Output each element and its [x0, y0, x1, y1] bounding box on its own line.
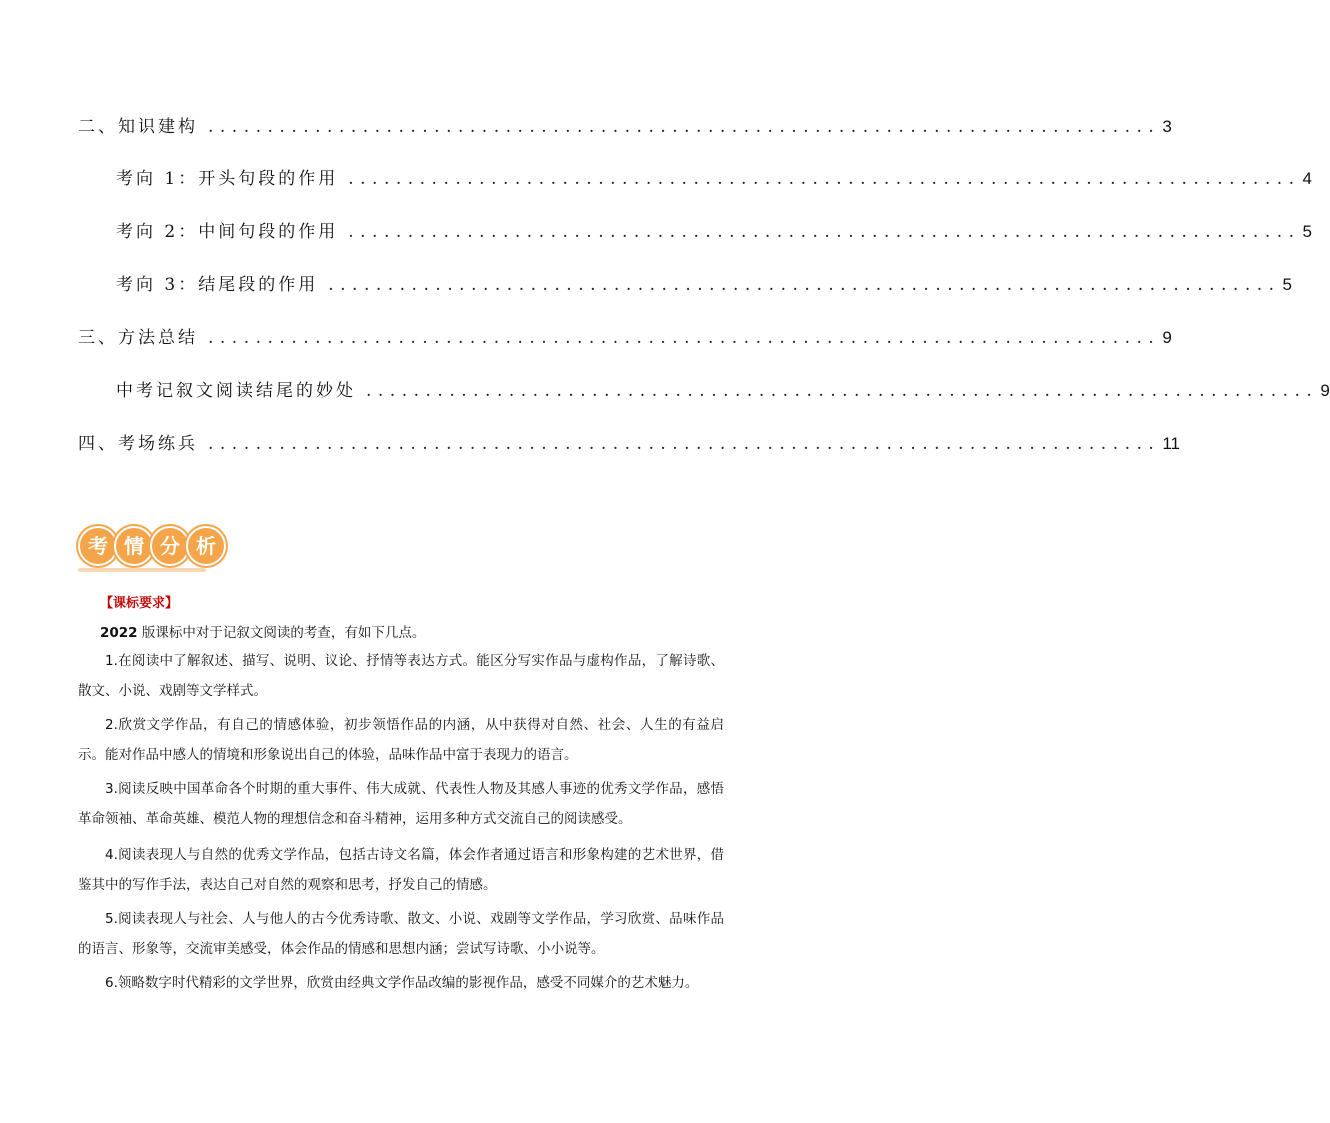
toc-page-number: 5 — [1282, 275, 1293, 294]
toc-leader: ................................................................................ — [348, 169, 1301, 189]
intro-text — [100, 621, 425, 641]
requirement-item: 1.在阅读中了解叙述、描写、说明、议论、抒情等表达方式。能区分写实作品与虚构作品，了解诗歌、散文、小说、戏剧等文学样式。 — [78, 653, 724, 699]
toc-entry[interactable] — [116, 376, 1330, 401]
requirement-item: 4.阅读表现人与自然的优秀文学作品，包括古诗文名篇，体会作者通过语言和形象构建的艺术世界，借鉴其中的写作手法，表达自己对自然的观察和思考，抒发自己的情感。 — [78, 847, 724, 893]
toc-label: 二、知识建构 — [78, 117, 198, 137]
requirement-item: 5.阅读表现人与社会、人与他人的古今优秀诗歌、散文、小说、戏剧等文学作品，学习欣赏、品味作品的语言、形象等，交流审美感受，体会作品的情感和思想内涵；尝试写诗歌、小小说等。 — [78, 911, 724, 957]
banner-char: 分 — [150, 526, 190, 566]
toc-label: 三、方法总结 — [78, 328, 198, 348]
banner-char: 析 — [186, 526, 226, 566]
toc-label: 中考记叙文阅读结尾的妙处 — [116, 381, 356, 401]
section-label: 【课标要求】 — [100, 596, 179, 611]
requirement-item: 6.领略数字时代精彩的文学世界，欣赏由经典文学作品改编的影视作品，感受不同媒介的艺术魅力。 — [105, 975, 699, 991]
toc-entry[interactable] — [78, 429, 1180, 454]
toc-label: 考向 2：中间句段的作用 — [116, 222, 339, 242]
toc-label: 考向 1：开头句段的作用 — [116, 169, 339, 189]
toc-leader: ................................................................................ — [208, 434, 1161, 454]
banner-char: 情 — [114, 526, 154, 566]
intro-body: 版课标中对于记叙文阅读的考查，有如下几点。 — [137, 625, 426, 641]
toc-page-number: 4 — [1302, 169, 1313, 188]
toc-label: 考向 3：结尾段的作用 — [116, 275, 319, 295]
toc-page-number: 5 — [1302, 222, 1313, 241]
toc-page-number: 11 — [1162, 434, 1180, 453]
section-banner — [74, 524, 234, 576]
toc-entry[interactable] — [116, 270, 1293, 295]
toc-entry[interactable] — [116, 217, 1313, 242]
toc-leader: ................................................................................ — [348, 222, 1301, 242]
toc-entry[interactable] — [116, 164, 1313, 189]
toc-leader: ................................................................................ — [208, 328, 1161, 348]
requirement-item: 2.欣赏文学作品，有自己的情感体验，初步领悟作品的内涵，从中获得对自然、社会、人生的有益启示。能对作品中感人的情境和形象说出自己的体验，品味作品中富于表现力的语言。 — [78, 717, 724, 763]
toc-leader: ................................................................................ — [366, 381, 1319, 401]
toc-page-number: 9 — [1320, 381, 1330, 400]
requirement-item: 3.阅读反映中国革命各个时期的重大事件、伟大成就、代表性人物及其感人事迹的优秀文学作品，感悟革命领袖、革命英雄、模范人物的理想信念和奋斗精神，运用多种方式交流自己的阅读感受。 — [78, 781, 724, 827]
toc-leader: ................................................................................ — [208, 117, 1161, 137]
toc-page-number: 9 — [1162, 328, 1172, 347]
toc-label: 四、考场练兵 — [78, 434, 198, 454]
banner-underline — [78, 568, 206, 572]
toc-entry[interactable] — [78, 323, 1172, 348]
toc-page-number: 3 — [1162, 117, 1172, 136]
toc-leader: ................................................................................ — [328, 275, 1281, 295]
intro-year: 2022 — [100, 625, 138, 641]
toc-entry[interactable] — [78, 112, 1172, 137]
banner-char: 考 — [78, 526, 118, 566]
